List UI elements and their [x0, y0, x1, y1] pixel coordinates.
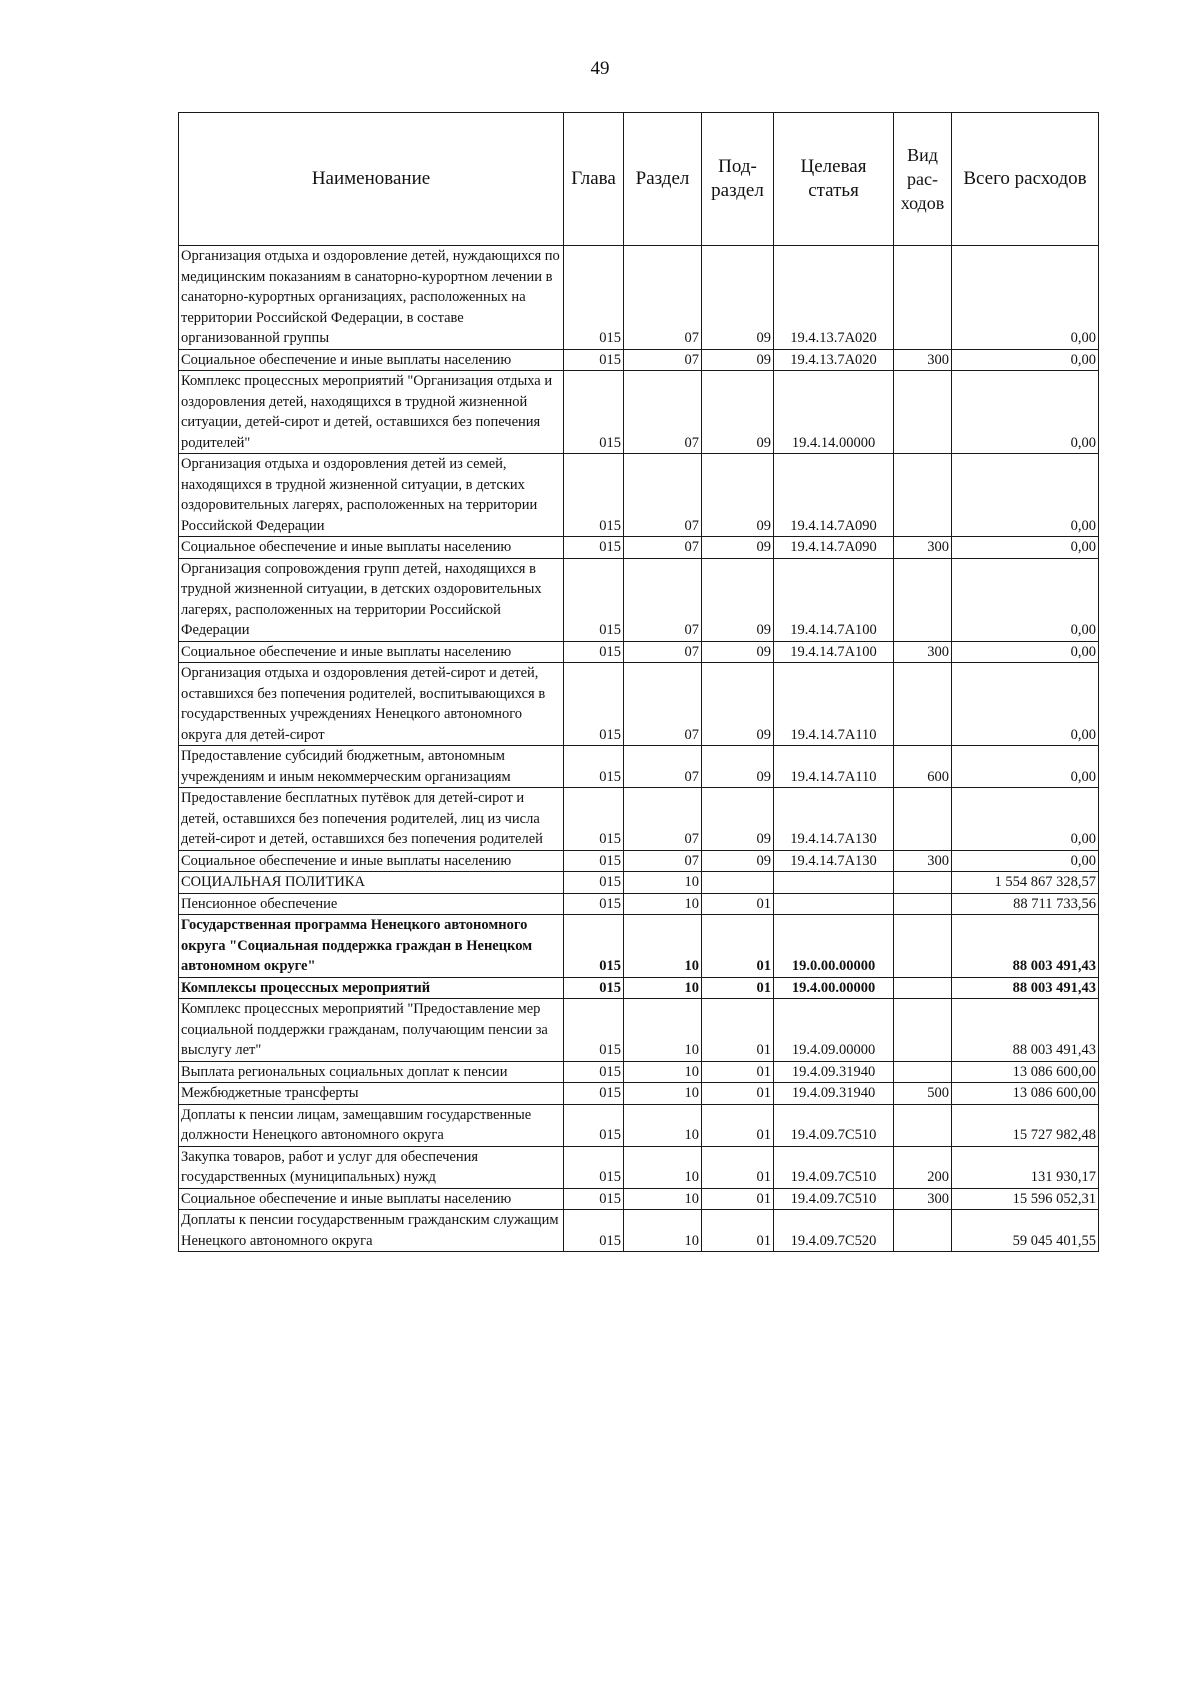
- cell-name: Предоставление бесплатных путёвок для детей-сирот и детей, оставшихся без попечения родителей, лиц из числа детей-сирот и детей, оставшихся без попечения родителей: [179, 788, 564, 851]
- cell-kind: [894, 999, 952, 1062]
- cell-total: 88 003 491,43: [952, 999, 1099, 1062]
- cell-name: Комплекс процессных мероприятий "Предоставление мер социальной поддержки гражданам, получающим пенсии за выслугу лет": [179, 999, 564, 1062]
- cell-kind: 200: [894, 1146, 952, 1188]
- table-row: [179, 999, 1099, 1062]
- cell-total: 0,00: [952, 246, 1099, 350]
- cell-kind: [894, 1210, 952, 1252]
- header-target: Целевая статья: [774, 113, 894, 246]
- cell-section: 10: [624, 915, 702, 978]
- cell-subsection: [702, 872, 774, 894]
- cell-total: 13 086 600,00: [952, 1083, 1099, 1105]
- cell-chapter: 015: [564, 850, 624, 872]
- cell-subsection: 01: [702, 1083, 774, 1105]
- cell-chapter: 015: [564, 1188, 624, 1210]
- cell-kind: 500: [894, 1083, 952, 1105]
- cell-kind: 300: [894, 537, 952, 559]
- cell-kind: [894, 872, 952, 894]
- cell-section: 07: [624, 537, 702, 559]
- header-name: Наименование: [179, 113, 564, 246]
- cell-kind: [894, 1061, 952, 1083]
- cell-name: Организация сопровождения групп детей, находящихся в трудной жизненной ситуации, в детских оздоровительных лагерях, расположенных на территории Российской Федерации: [179, 558, 564, 641]
- page-number: 49: [590, 58, 610, 79]
- cell-kind: 600: [894, 746, 952, 788]
- table-row: [179, 1083, 1099, 1105]
- cell-section: 07: [624, 641, 702, 663]
- cell-target: 19.4.09.7С520: [774, 1210, 894, 1252]
- cell-target: 19.4.14.00000: [774, 371, 894, 454]
- cell-subsection: 01: [702, 1188, 774, 1210]
- cell-name: Организация отдыха и оздоровление детей, нуждающихся по медицинским показаниям в санаторно-курортном лечении в санаторно-курортных организациях, расположенных на территории Российской Федерации, в составе организованной группы: [179, 246, 564, 350]
- cell-subsection: 01: [702, 915, 774, 978]
- cell-section: 10: [624, 999, 702, 1062]
- cell-chapter: 015: [564, 977, 624, 999]
- cell-subsection: 09: [702, 454, 774, 537]
- cell-section: 10: [624, 872, 702, 894]
- table-row: [179, 746, 1099, 788]
- cell-kind: 300: [894, 1188, 952, 1210]
- cell-target: [774, 893, 894, 915]
- cell-target: 19.4.14.7А100: [774, 558, 894, 641]
- cell-subsection: 09: [702, 246, 774, 350]
- cell-target: 19.4.09.7С510: [774, 1146, 894, 1188]
- table-row: [179, 1061, 1099, 1083]
- cell-name: Социальное обеспечение и иные выплаты населению: [179, 641, 564, 663]
- cell-target: 19.4.09.00000: [774, 999, 894, 1062]
- cell-total: 131 930,17: [952, 1146, 1099, 1188]
- header-row: [179, 113, 1099, 246]
- cell-target: 19.0.00.00000: [774, 915, 894, 978]
- cell-total: 59 045 401,55: [952, 1210, 1099, 1252]
- header-section: Раздел: [624, 113, 702, 246]
- cell-section: 07: [624, 558, 702, 641]
- header-total: Всего расходов: [952, 113, 1099, 246]
- cell-chapter: 015: [564, 746, 624, 788]
- cell-chapter: 015: [564, 663, 624, 746]
- cell-name: Доплаты к пенсии лицам, замещавшим государственные должности Ненецкого автономного округа: [179, 1104, 564, 1146]
- cell-section: 10: [624, 1061, 702, 1083]
- cell-section: 10: [624, 1188, 702, 1210]
- cell-chapter: 015: [564, 537, 624, 559]
- cell-section: 07: [624, 788, 702, 851]
- cell-subsection: 01: [702, 893, 774, 915]
- cell-name: Пенсионное обеспечение: [179, 893, 564, 915]
- cell-section: 07: [624, 746, 702, 788]
- cell-total: 15 727 982,48: [952, 1104, 1099, 1146]
- cell-section: 10: [624, 893, 702, 915]
- cell-subsection: 01: [702, 977, 774, 999]
- cell-subsection: 09: [702, 558, 774, 641]
- cell-target: 19.4.14.7А130: [774, 850, 894, 872]
- cell-chapter: 015: [564, 558, 624, 641]
- cell-section: 07: [624, 371, 702, 454]
- table-row: [179, 246, 1099, 350]
- cell-kind: [894, 371, 952, 454]
- cell-name: Доплаты к пенсии государственным гражданским служащим Ненецкого автономного округа: [179, 1210, 564, 1252]
- cell-chapter: 015: [564, 1210, 624, 1252]
- cell-subsection: 01: [702, 999, 774, 1062]
- header-chapter: Глава: [564, 113, 624, 246]
- cell-total: 1 554 867 328,57: [952, 872, 1099, 894]
- cell-name: Комплексы процессных мероприятий: [179, 977, 564, 999]
- cell-section: 07: [624, 454, 702, 537]
- cell-chapter: 015: [564, 349, 624, 371]
- cell-name: Социальное обеспечение и иные выплаты населению: [179, 850, 564, 872]
- cell-chapter: 015: [564, 1061, 624, 1083]
- cell-chapter: 015: [564, 872, 624, 894]
- cell-chapter: 015: [564, 371, 624, 454]
- table-row: [179, 454, 1099, 537]
- cell-subsection: 09: [702, 641, 774, 663]
- cell-target: 19.4.14.7А090: [774, 537, 894, 559]
- cell-chapter: 015: [564, 915, 624, 978]
- cell-kind: [894, 893, 952, 915]
- cell-total: 88 003 491,43: [952, 915, 1099, 978]
- cell-name: Закупка товаров, работ и услуг для обеспечения государственных (муниципальных) нужд: [179, 1146, 564, 1188]
- cell-subsection: 09: [702, 850, 774, 872]
- cell-total: 88 003 491,43: [952, 977, 1099, 999]
- cell-section: 07: [624, 663, 702, 746]
- cell-target: 19.4.09.7С510: [774, 1188, 894, 1210]
- cell-section: 10: [624, 1104, 702, 1146]
- cell-target: 19.4.00.00000: [774, 977, 894, 999]
- cell-total: 88 711 733,56: [952, 893, 1099, 915]
- table-row: [179, 537, 1099, 559]
- cell-section: 10: [624, 1146, 702, 1188]
- cell-total: 0,00: [952, 349, 1099, 371]
- table-row: [179, 850, 1099, 872]
- cell-subsection: 01: [702, 1146, 774, 1188]
- cell-target: 19.4.09.7С510: [774, 1104, 894, 1146]
- cell-section: 07: [624, 349, 702, 371]
- cell-name: Межбюджетные трансферты: [179, 1083, 564, 1105]
- table-row: [179, 788, 1099, 851]
- cell-chapter: 015: [564, 1146, 624, 1188]
- cell-section: 10: [624, 977, 702, 999]
- cell-name: Предоставление субсидий бюджетным, автономным учреждениям и иным некоммерческим организациям: [179, 746, 564, 788]
- cell-kind: [894, 663, 952, 746]
- cell-total: 15 596 052,31: [952, 1188, 1099, 1210]
- table-row: [179, 872, 1099, 894]
- cell-kind: 300: [894, 349, 952, 371]
- cell-kind: [894, 788, 952, 851]
- cell-target: 19.4.13.7А020: [774, 349, 894, 371]
- cell-target: 19.4.14.7А090: [774, 454, 894, 537]
- table-row: [179, 977, 1099, 999]
- header-subsection: Под- раздел: [702, 113, 774, 246]
- cell-total: 0,00: [952, 641, 1099, 663]
- cell-kind: [894, 558, 952, 641]
- cell-chapter: 015: [564, 1104, 624, 1146]
- cell-section: 10: [624, 1210, 702, 1252]
- cell-name: СОЦИАЛЬНАЯ ПОЛИТИКА: [179, 872, 564, 894]
- header-kind: Вид рас- ходов: [894, 113, 952, 246]
- cell-name: Государственная программа Ненецкого автономного округа "Социальная поддержка граждан в Ненецком автономном округе": [179, 915, 564, 978]
- cell-name: Выплата региональных социальных доплат к пенсии: [179, 1061, 564, 1083]
- cell-total: 0,00: [952, 746, 1099, 788]
- cell-kind: [894, 454, 952, 537]
- cell-total: 0,00: [952, 371, 1099, 454]
- cell-total: 0,00: [952, 850, 1099, 872]
- cell-subsection: 09: [702, 371, 774, 454]
- cell-chapter: 015: [564, 1083, 624, 1105]
- cell-kind: [894, 977, 952, 999]
- cell-target: 19.4.09.31940: [774, 1083, 894, 1105]
- cell-subsection: 09: [702, 746, 774, 788]
- cell-kind: [894, 246, 952, 350]
- cell-kind: [894, 1104, 952, 1146]
- cell-target: [774, 872, 894, 894]
- table-row: [179, 1210, 1099, 1252]
- table-row: [179, 915, 1099, 978]
- cell-subsection: 09: [702, 663, 774, 746]
- cell-target: 19.4.13.7А020: [774, 246, 894, 350]
- cell-section: 10: [624, 1083, 702, 1105]
- table-row: [179, 371, 1099, 454]
- cell-total: 0,00: [952, 788, 1099, 851]
- table-row: [179, 893, 1099, 915]
- cell-target: 19.4.09.31940: [774, 1061, 894, 1083]
- cell-kind: 300: [894, 641, 952, 663]
- cell-chapter: 015: [564, 788, 624, 851]
- cell-total: 0,00: [952, 537, 1099, 559]
- table-row: [179, 349, 1099, 371]
- budget-table: [178, 112, 1099, 1252]
- table-body: [179, 246, 1099, 1252]
- cell-subsection: 09: [702, 537, 774, 559]
- cell-target: 19.4.14.7А100: [774, 641, 894, 663]
- cell-kind: 300: [894, 850, 952, 872]
- cell-name: Комплекс процессных мероприятий "Организация отдыха и оздоровления детей, находящихся в трудной жизненной ситуации, детей-сирот и детей, оставшихся без попечения родителей": [179, 371, 564, 454]
- cell-target: 19.4.14.7А110: [774, 746, 894, 788]
- cell-total: 0,00: [952, 558, 1099, 641]
- cell-kind: [894, 915, 952, 978]
- cell-subsection: 01: [702, 1104, 774, 1146]
- cell-total: 13 086 600,00: [952, 1061, 1099, 1083]
- cell-subsection: 01: [702, 1061, 774, 1083]
- cell-name: Социальное обеспечение и иные выплаты населению: [179, 1188, 564, 1210]
- table-row: [179, 1146, 1099, 1188]
- cell-chapter: 015: [564, 893, 624, 915]
- table-row: [179, 1188, 1099, 1210]
- table-row: [179, 1104, 1099, 1146]
- cell-subsection: 09: [702, 788, 774, 851]
- cell-total: 0,00: [952, 663, 1099, 746]
- cell-subsection: 01: [702, 1210, 774, 1252]
- cell-chapter: 015: [564, 641, 624, 663]
- cell-target: 19.4.14.7А110: [774, 663, 894, 746]
- cell-chapter: 015: [564, 999, 624, 1062]
- cell-target: 19.4.14.7А130: [774, 788, 894, 851]
- table-row: [179, 663, 1099, 746]
- cell-name: Организация отдыха и оздоровления детей из семей, находящихся в трудной жизненной ситуации, в детских оздоровительных лагерях, расположенных на территории Российской Федерации: [179, 454, 564, 537]
- cell-name: Организация отдыха и оздоровления детей-сирот и детей, оставшихся без попечения родителей, воспитывающихся в государственных учреждениях Ненецкого автономного округа для детей-сирот: [179, 663, 564, 746]
- cell-section: 07: [624, 246, 702, 350]
- cell-subsection: 09: [702, 349, 774, 371]
- cell-chapter: 015: [564, 246, 624, 350]
- cell-section: 07: [624, 850, 702, 872]
- cell-name: Социальное обеспечение и иные выплаты населению: [179, 537, 564, 559]
- cell-name: Социальное обеспечение и иные выплаты населению: [179, 349, 564, 371]
- cell-total: 0,00: [952, 454, 1099, 537]
- cell-chapter: 015: [564, 454, 624, 537]
- table-row: [179, 558, 1099, 641]
- table-row: [179, 641, 1099, 663]
